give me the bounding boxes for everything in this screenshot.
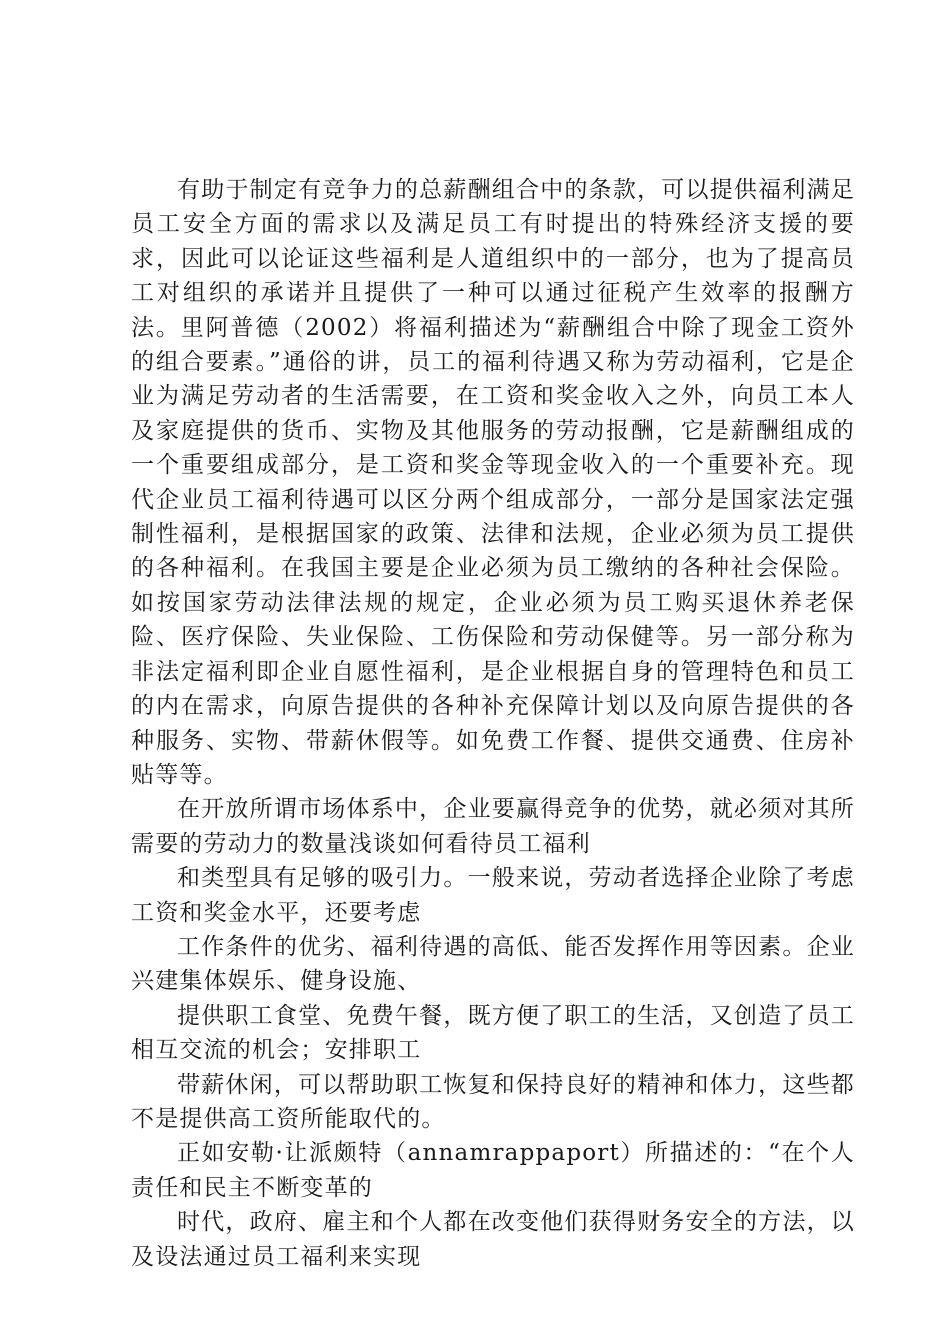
paragraph-2: 在开放所谓市场体系中，企业要赢得竞争的优势，就必须对其所需要的劳动力的数量浅谈如何看待员工福利 bbox=[131, 796, 855, 857]
document-body bbox=[131, 173, 855, 1274]
paragraph-8: 时代，政府、雇主和个人都在改变他们获得财务安全的方法，以及设法通过员工福利来实现 bbox=[131, 1209, 855, 1270]
paragraph-7: 正如安勒·让派颇特（annamrappaport）所描述的：“在个人责任和民主不断变革的 bbox=[131, 1140, 855, 1201]
paragraph-3: 和类型具有足够的吸引力。一般来说，劳动者选择企业除了考虑工资和奖金水平，还要考虑 bbox=[131, 865, 855, 926]
paragraph-1: 有助于制定有竞争力的总薪酬组合中的条款，可以提供福利满足员工安全方面的需求以及满足员工有时提出的特殊经济支援的要求，因此可以论证这些福利是人道组织中的一部分，也为了提高员工对组织的承诺并且提供了一种可以通过征税产生效率的报酬方法。里阿普德（2002）将福利描述为“薪酬组合中除了现金工资外的组合要素。”通俗的讲，员工的福利待遇又称为劳动福利，它是企业为满足劳动者的生活需要，在工资和奖金收入之外，向员工本人及家庭提供的货币、实物及其他服务的劳动报酬，它是薪酬组成的一个重要组成部分，是工资和奖金等现金收入的一个重要补充。现代企业员工福利待遇可以区分两个组成部分，一部分是国家法定强制性福利，是根据国家的政策、法律和法规，企业必须为员工提供的各种福利。在我国主要是企业必须为员工缴纳的各种社会保险。如按国家劳动法律法规的规定，企业必须为员工购买退休养老保险、医疗保险、失业保险、工伤保险和劳动保健等。另一部分称为非法定福利即企业自愿性福利，是企业根据自身的管理特色和员工的内在需求，向原告提供的各种补充保障计划以及向原告提供的各种服务、实物、带薪休假等。如免费工作餐、提供交通费、住房补贴等等。 bbox=[131, 177, 855, 788]
paragraph-5: 提供职工食堂、免费午餐，既方便了职工的生活，又创造了员工相互交流的机会；安排职工 bbox=[131, 1002, 855, 1064]
paragraph-4: 工作条件的优劣、福利待遇的高低、能否发挥作用等因素。企业兴建集体娱乐、健身设施、 bbox=[131, 933, 855, 995]
paragraph-6: 带薪休闲，可以帮助职工恢复和保持良好的精神和体力，这些都不是提供高工资所能取代的。 bbox=[131, 1071, 855, 1132]
